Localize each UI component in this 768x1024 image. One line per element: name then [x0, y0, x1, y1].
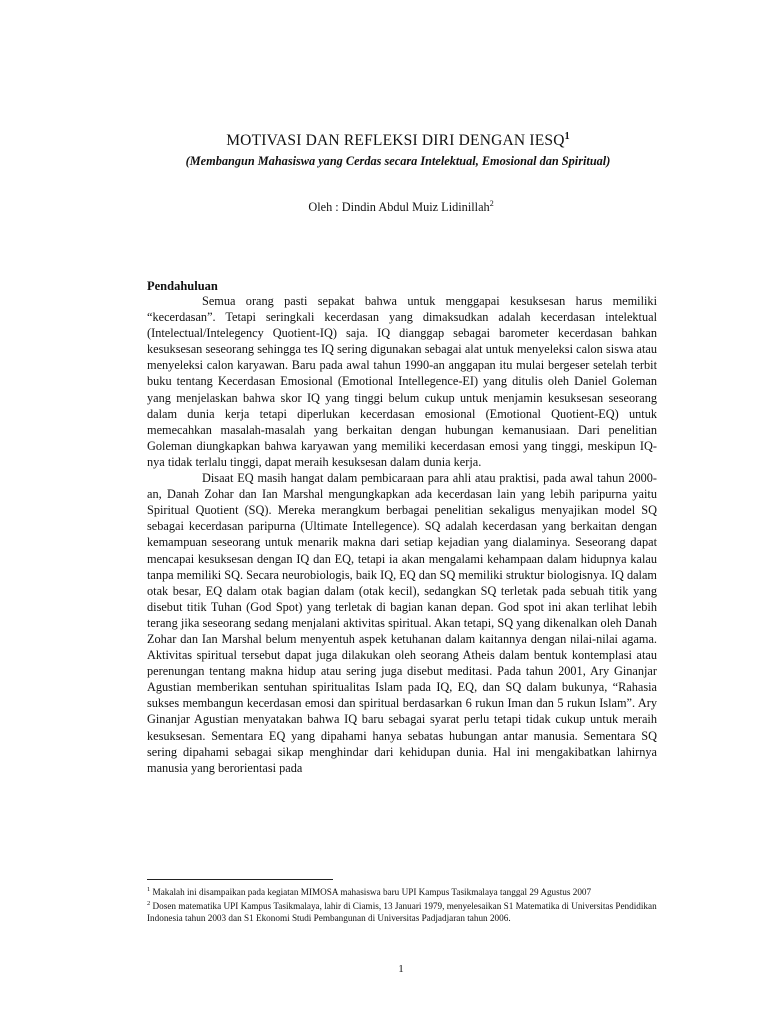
- author-footnote-mark: 2: [489, 199, 494, 208]
- footnote-mark: 1: [147, 886, 151, 893]
- document-title: [0, 131, 768, 150]
- document-subtitle: (Membangun Mahasiswa yang Cerdas secara Intelektual, Emosional dan Spiritual): [185, 154, 611, 168]
- section-heading: Pendahuluan: [147, 279, 218, 293]
- footnote-text: Makalah ini disampaikan pada kegiatan MIMOSA mahasiswa baru UPI Kampus Tasikmalaya tanggal 29 Agustus 2007: [150, 887, 592, 898]
- footnote-divider: [147, 879, 333, 880]
- author-line: [0, 199, 768, 215]
- author-text: Oleh : Dindin Abdul Muiz Lidinillah: [308, 200, 490, 215]
- paragraph: Semua orang pasti sepakat bahwa untuk menggapai kesuksesan harus memiliki “kecerdasan”. Tetapi seringkali kecerdasan yang dimaksudkan adalah kecerdasan intelektual (Intelectual/Intelegency Quotient-IQ) saja. IQ dianggap sebagai barometer kecerdasan bahkan kesuksesan seseorang sehingga tes IQ sering digunakan sebagai alat untuk menyeleksi calon siswa atau menyeleksi calon karyawan. Baru pada awal tahun 1990-an anggapan itu mulai bergeser setelah terbit buku tentang Kecerdasan Emosional (Emotional Intellegence-EI) yang ditulis oleh Daniel Goleman yang menjelaskan bahwa skor IQ yang tinggi belum cukup untuk menjamin kesuksesan seseorang dalam dunia kerja tetapi diperlukan kecerdasan emosional (Emotional Quotient-EQ) untuk memecahkan masalah-masalah yang berkaitan dengan hubungan kemanusiaan. Dari penelitian Goleman diungkapkan bahwa karyawan yang memiliki kecerdasan emosi yang tinggi, meskipun IQ-nya tidak terlalu tinggi, dapat meraih kesuksesan dalam dunia kerja.: [147, 294, 657, 469]
- paragraph: Disaat EQ masih hangat dalam pembicaraan para ahli atau praktisi, pada awal tahun 2000-an, Danah Zohar dan Ian Marshal mengungkapkan ada kecerdasan lain yang lebih paripurna yaitu Spiritual Quotient (SQ). Mereka merangkum berbagai penelitian sekaligus menyajikan model SQ sebagai kecerdasan paripurna (Ultimate Intellegence). SQ adalah kecerdasan yang berkaitan dengan kemampuan seseorang untuk menarik makna dari setiap kejadian yang dialaminya. Seseorang dapat mencapai kesuksesan dengan IQ dan EQ, tetapi ia akan mengalami kehampaan dalam hidupnya kalau tanpa memiliki SQ. Secara neurobiologis, baik IQ, EQ dan SQ memiliki struktur biologisnya. IQ dalam otak besar, EQ dalam otak bagian dalam (otak kecil), sedangkan SQ terletak pada sebuah titik yang disebut titik Tuhan (God Spot) yang terletak di bagian kanan depan. God spot ini akan terlihat lebih terang jika seseorang sedang menjalani aktivitas spiritual. Akan tetapi, SQ yang dikenalkan oleh Danah Zohar dan Ian Marshal belum menyentuh aspek ketuhanan dalam kaitannya dengan nilai-nilai agama. Aktivitas spiritual tersebut dapat juga dilakukan oleh seorang Atheis dalam bentuk kontemplasi atau perenungan tentang makna hidup atau sering juga disebut meditasi. Pada tahun 2001, Ary Ginanjar Agustian memberikan sentuhan spiritualitas Islam pada IQ, EQ, dan SQ dalam bukunya, “Rahasia sukses membangun kecerdasan emosi dan spiritual berdasarkan 6 rukun Iman dan 5 rukun Islam”. Ary Ginanjar Agustian menyatakan bahwa IQ baru sebagai syarat perlu tetapi tidak cukup untuk meraih kesuksesan. Sementara EQ yang dipahami hanya sebatas hubungan antar manusia. Sementara SQ sering dipahami sebagai sikap menghindar dari kehidupan dunia. Hal ini mengakibatkan lahirnya manusia yang berorientasi pada: [147, 471, 657, 775]
- body-text: [147, 293, 657, 776]
- title-text: MOTIVASI DAN REFLEKSI DIRI DENGAN IESQ: [226, 132, 565, 150]
- footnote-mark: 2: [147, 900, 151, 908]
- title-footnote-mark: 1: [564, 131, 570, 142]
- footnote: [147, 898, 659, 923]
- page-number: 1: [398, 963, 404, 975]
- footnote: [147, 884, 659, 898]
- footnote-text: Dosen matematika UPI Kampus Tasikmalaya, lahir di Ciamis, 13 Januari 1979, menyelesaikan S1 Matematika di Universitas Pendidikan Indonesia tahun 2003 dan S1 Ekonomi Studi Pembangunan di Universitas Padjadjaran tahun 2006.: [147, 901, 657, 923]
- footnotes: [147, 884, 659, 924]
